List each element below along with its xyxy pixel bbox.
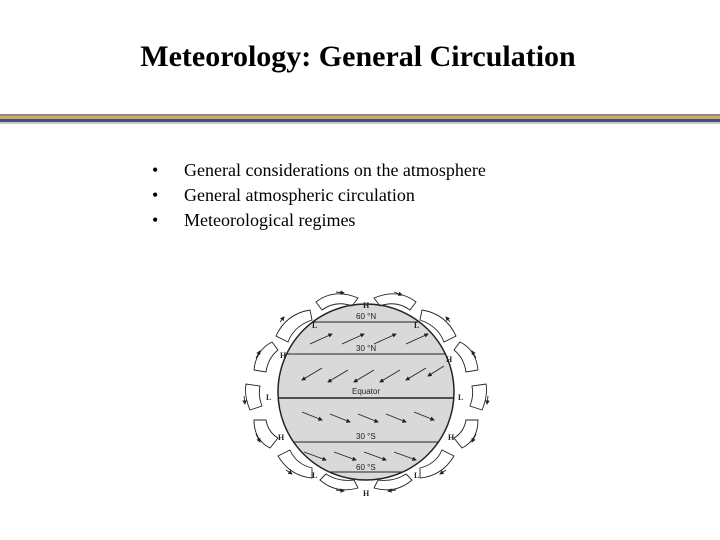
high-pressure-label: H bbox=[280, 351, 287, 360]
latitude-label: 60 °S bbox=[356, 463, 376, 472]
bullet-dot: • bbox=[152, 210, 159, 230]
latitude-label: 60 °N bbox=[356, 312, 377, 321]
high-pressure-label: H bbox=[363, 489, 370, 498]
bullet-item: • Meteorological regimes bbox=[152, 208, 486, 233]
high-pressure-label: H bbox=[363, 301, 370, 310]
high-pressure-label: H bbox=[446, 355, 453, 364]
low-pressure-label: L bbox=[312, 471, 318, 480]
slide-title: Meteorology: General Circulation bbox=[140, 40, 576, 73]
bullet-dot: • bbox=[152, 185, 159, 205]
low-pressure-label: L bbox=[312, 321, 318, 330]
high-pressure-label: H bbox=[448, 433, 455, 442]
circulation-svg bbox=[232, 284, 500, 498]
bullet-item: • General considerations on the atmosphere bbox=[152, 158, 486, 183]
low-pressure-label: L bbox=[414, 471, 420, 480]
latitude-label: 30 °N bbox=[356, 344, 377, 353]
bullet-list bbox=[152, 158, 486, 233]
bullet-item: • General atmospheric circulation bbox=[152, 183, 486, 208]
equator-label: Equator bbox=[352, 387, 381, 396]
title-divider bbox=[0, 114, 720, 124]
latitude-label: 30 °S bbox=[356, 432, 376, 441]
low-pressure-label: L bbox=[414, 321, 420, 330]
bullet-dot: • bbox=[152, 160, 159, 180]
low-pressure-label: L bbox=[266, 393, 272, 402]
high-pressure-label: H bbox=[278, 433, 285, 442]
circulation-diagram bbox=[232, 284, 500, 498]
low-pressure-label: L bbox=[458, 393, 464, 402]
